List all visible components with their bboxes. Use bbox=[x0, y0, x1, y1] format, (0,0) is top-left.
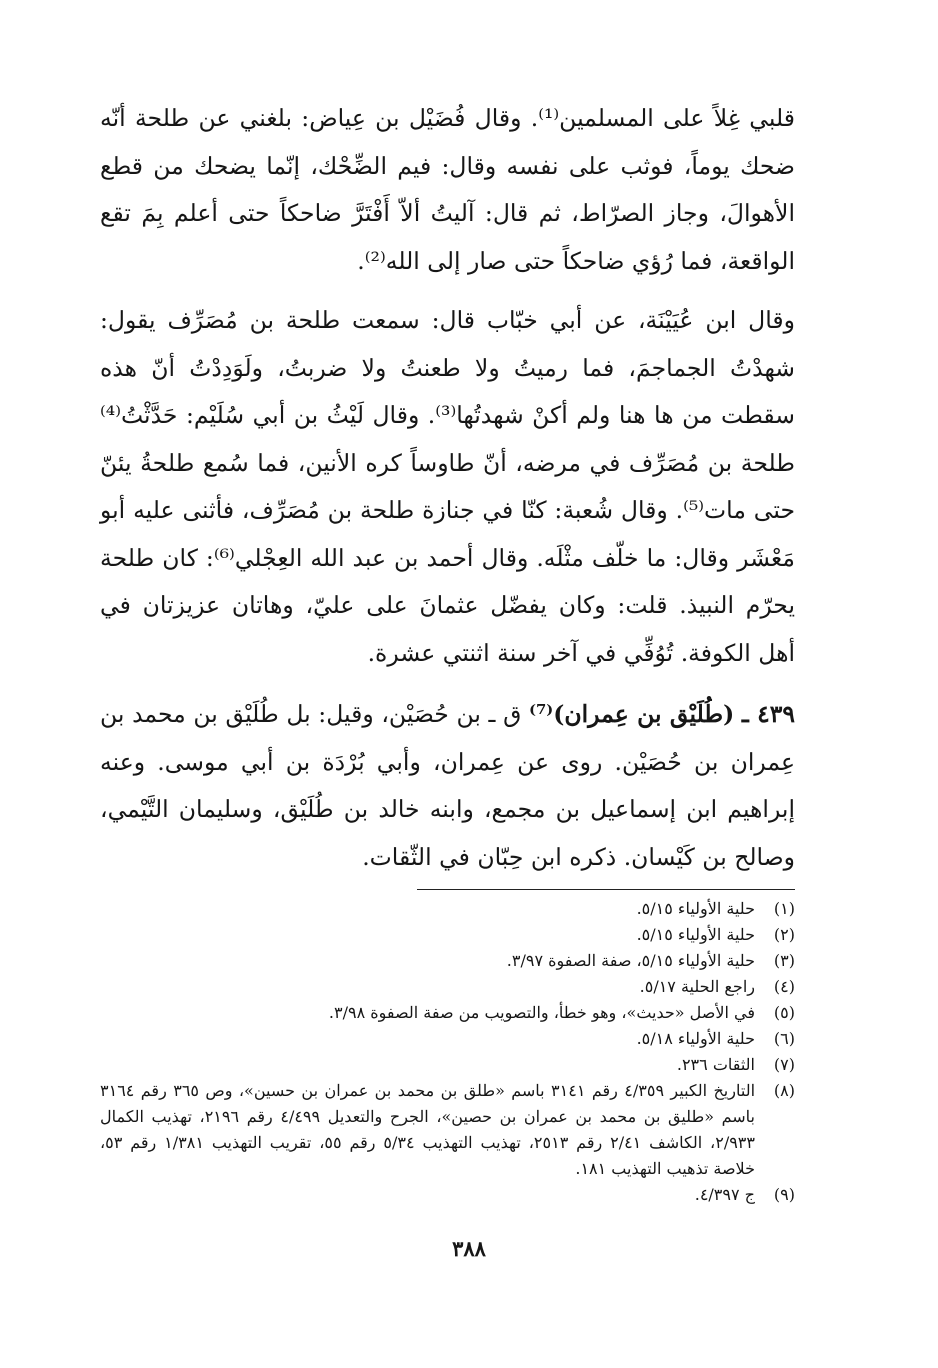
footnote bbox=[100, 948, 795, 974]
page-number: ٣٨٨ bbox=[452, 1236, 486, 1261]
footnote bbox=[100, 1026, 795, 1052]
footnote-number: (٧) bbox=[773, 1055, 795, 1074]
paragraph-2: وقال ابن عُيَيْنَة، عن أبي خبّاب قال: سمعت طلحة بن مُصَرِّف يقول: شهدْتُ الجماجمَ، فما رميتُ ولا طعنتُ ولا ضربتُ، ولَوَدِدْتُ أنّ هذه سقطت من ها هنا ولم أكنْ شهدتُها⁽³⁾. وقال لَيْثُ بن أبي سُلَيْم: حَدَّثْتُ⁽⁴⁾ طلحة بن مُصَرِّف في مرضه، أنّ طاوساً كره الأنين، فما سُمع طلحةُ يئنّ حتى مات⁽⁵⁾. وقال شُعبة: كنّا في جنازة طلحة بن مُصَرِّف، فأثنى عليه أبو مَعْشَر وقال: ما خلّف مثْلَه. وقال أحمد بن عبد الله العِجْلي⁽⁶⁾: كان طلحة يحرّم النبيذ. قلت: وكان يفضّل عثمانَ على عليّ، وهاتان عزيزتان في أهل الكوفة. تُوُفِّي في آخر سنة اثنتي عشرة. bbox=[100, 306, 796, 667]
footnote-text: حلية الأولياء ٥/١٥، صفة الصفوة ٣/٩٧. bbox=[506, 951, 755, 970]
footnote-number: (٣) bbox=[773, 951, 795, 970]
footnote-text: حلية الأولياء ٥/١٨. bbox=[636, 1029, 755, 1048]
footnote-text: الثقات ٢٣٦. bbox=[676, 1055, 755, 1074]
footnote bbox=[100, 1182, 795, 1208]
entry-name: (طُلَيْق بن عِمران)⁽⁷⁾ bbox=[528, 700, 735, 728]
footnotes bbox=[100, 896, 795, 1208]
footnote-separator bbox=[417, 889, 795, 890]
footnote bbox=[100, 922, 795, 948]
footnote bbox=[100, 1078, 795, 1182]
entry-text: ق ـ بن حُصَيْن، وقيل: بل طُلَيْق بن محمد بن عِمران بن حُصَيْن. روى عن عِمران، وأبي بُرْدَة بن أبي موسى. وعنه إبراهيم ابن إسماعيل بن مجمع، وابنه خالد بن طُلَيْق، وسليمان التَّيْمي، وصالح بن كَيْسان. ذكره ابن حِبّان في الثّقات. bbox=[100, 700, 795, 871]
footnote-text: التاريخ الكبير ٤/٣٥٩ رقم ٣١٤١ باسم «طلق بن محمد بن عمران بن حسين»، وص ٣٦٥ رقم ٣١٦٤ باسم «طليق بن محمد بن عمران بن حصين»، الجرح والتعديل ٤/٤٩٩ رقم ٢١٩٦، تهذيب الكمال ٢/٩٣٣، الكاشف ٢/٤١ رقم ٢٥١٣، تهذيب التهذيب ٥/٣٤ رقم ٥٥، تقريب التهذيب ١/٣٨١ رقم ٥٣، خلاصة تذهيب التهذيب ١٨١. bbox=[100, 1081, 756, 1178]
footnote bbox=[100, 974, 795, 1000]
footnote-text: ج ٤/٣٩٧. bbox=[694, 1185, 755, 1204]
footnote-number: (٤) bbox=[773, 977, 795, 996]
footnote-number: (٩) bbox=[773, 1185, 795, 1204]
footnote-number: (٦) bbox=[773, 1029, 795, 1048]
footnote-text: راجع الحلية ٥/١٧. bbox=[639, 977, 755, 996]
footnote bbox=[100, 896, 795, 922]
footnote-text: حلية الأولياء ٥/١٥. bbox=[636, 899, 755, 918]
biography-entry bbox=[100, 691, 795, 881]
footnote bbox=[100, 1052, 795, 1078]
footnote-number: (٢) bbox=[773, 925, 795, 944]
footnote bbox=[100, 1000, 795, 1026]
footnote-text: حلية الأولياء ٥/١٥. bbox=[636, 925, 755, 944]
paragraph-1: قلبي غِلاً على المسلمين⁽¹⁾. وقال فُضَيْل بن عِياض: بلغني عن طلحة أنّه ضحك يوماً، فوثب على نفسه وقال: فيم الضِّحْك، إنّما يضحك من قطع الأهوالَ، وجاز الصرّاط، ثم قال: آليتُ ألاّ أَفْتَرَّ ضاحكاً حتى أعلم بِمَ تقع الواقعة، فما رُؤي ضاحكاً حتى صار إلى الله⁽²⁾. bbox=[100, 104, 795, 275]
footnote-number: (٨) bbox=[773, 1081, 795, 1100]
page-body bbox=[100, 95, 795, 1208]
footnote-number: (١) bbox=[773, 899, 795, 918]
entry-number: ٤٣٩ ـ bbox=[741, 700, 795, 728]
footnote-number: (٥) bbox=[773, 1003, 795, 1022]
footnote-text: في الأصل «حديث»، وهو خطأ، والتصويب من صفة الصفوة ٣/٩٨. bbox=[328, 1003, 755, 1022]
